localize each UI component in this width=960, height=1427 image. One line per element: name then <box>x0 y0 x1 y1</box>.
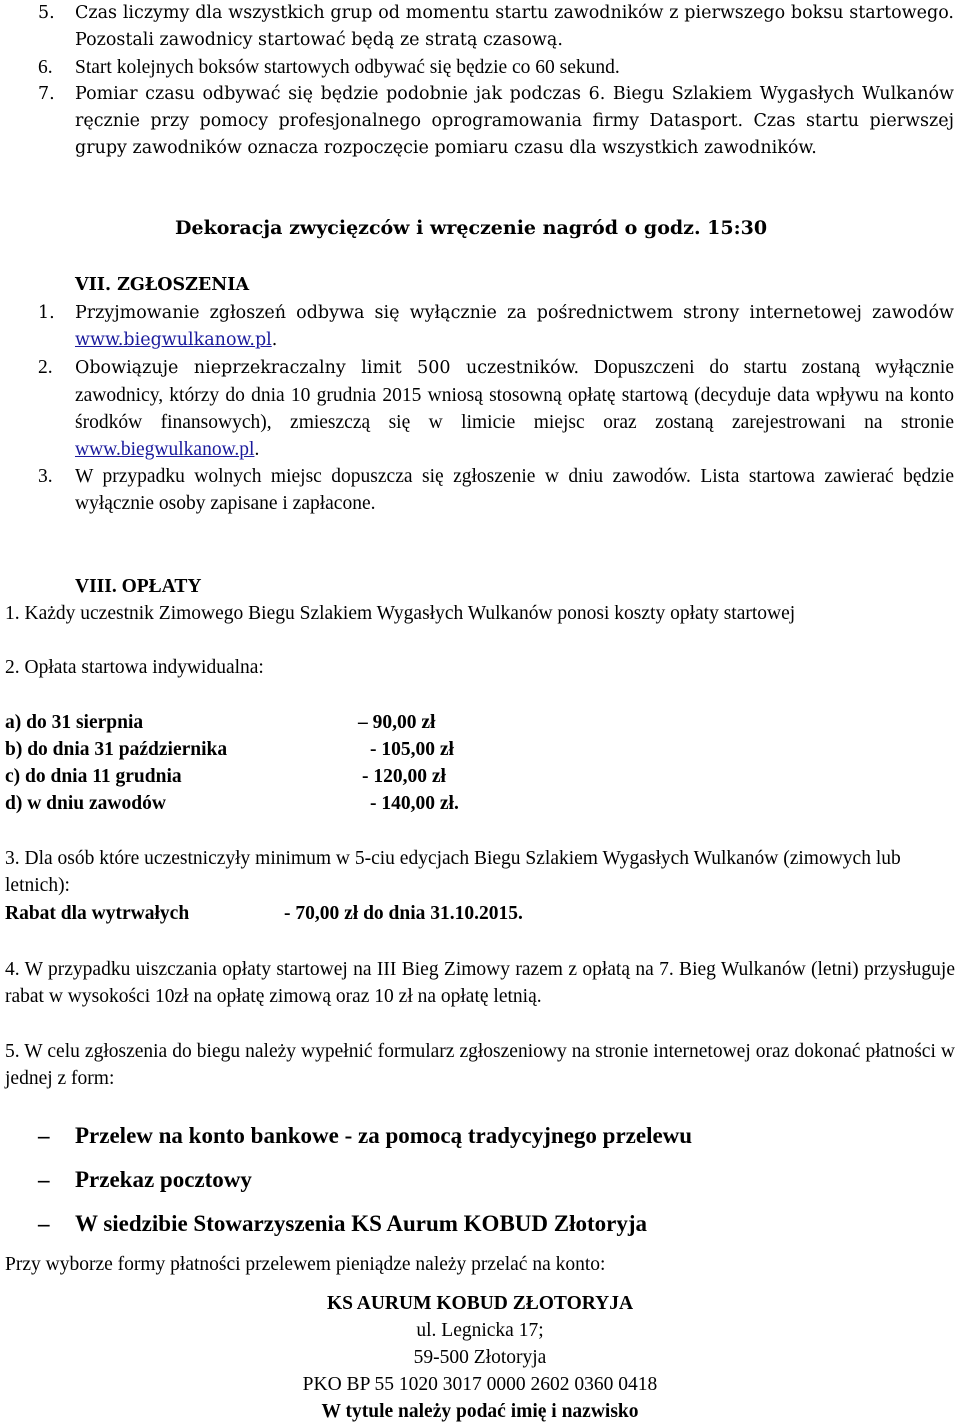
section-zgloszenia <box>0 300 960 517</box>
transfer-intro: Przy wyborze formy płatności przelewem pieniądze należy przelać na konto: <box>5 1254 606 1275</box>
fee-row <box>0 736 960 763</box>
rabat-label: Rabat dla wytrwałych <box>5 903 190 924</box>
account-city: 59-500 Złotoryja <box>413 1347 547 1368</box>
transfer-title-note: W tytule należy podać imię i nazwisko <box>321 1401 639 1422</box>
list-text: Start kolejnych boksów startowych odbywać się będzie co 60 sekund. <box>75 57 620 78</box>
oplaty-point-3: 3. Dla osób które uczestniczyły minimum w 5-ciu edycjach Biegu Szlakiem Wygasłych Wulkanów (zimowych lub letnich): <box>5 848 901 896</box>
payment-form-text: Przelew na konto bankowe - za pomocą tradycyjnego przelewu <box>75 1123 693 1148</box>
list-text: Czas liczymy dla wszystkich grup od momentu startu zawodników z pierwszego boksu startowego. Pozostali zawodnicy startować będą ze stratą czasową. <box>75 3 954 50</box>
list-text: Przyjmowanie zgłoszeń odbywa się wyłącznie za pośrednictwem strony internetowej zawodów <box>75 303 954 323</box>
list-text: W przypadku wolnych miejsc dopuszcza się zgłoszenie w dniu zawodów. Lista startowa zawierać będzie wyłącznie osoby zapisane i zapłacone. <box>75 466 954 514</box>
rabat-value: - 70,00 zł do dnia 31.10.2015. <box>284 903 523 924</box>
website-link[interactable]: www.biegwulkanow.pl <box>75 330 272 350</box>
list-item-5 <box>0 0 960 54</box>
fee-label: d) w dniu zawodów <box>5 793 166 814</box>
top-list <box>0 0 960 162</box>
list-text-end: . <box>254 439 260 460</box>
section-heading-zgloszenia: VII. ZGŁOSZENIA <box>75 275 250 295</box>
list-text-end: . <box>271 330 278 350</box>
fee-label: b) do dnia 31 października <box>5 739 228 760</box>
fee-table <box>0 709 960 817</box>
list-number: 7. <box>38 84 55 104</box>
oplaty-point-4: 4. W przypadku uiszczania opłaty startowej na III Bieg Zimowy razem z opłatą na 7. Bieg Wulkanów (letni) przysługuje rabat w wysokości 10zł na opłatę zimową oraz 10 zł na opłatę letnią. <box>5 959 955 1007</box>
fee-amount: - 140,00 zł. <box>370 793 459 814</box>
bullet-dash: – <box>38 1123 50 1148</box>
bullet-dash: – <box>38 1167 50 1192</box>
list-number: 6. <box>38 57 53 78</box>
fee-row <box>0 709 960 736</box>
bullet-dash: – <box>38 1211 50 1236</box>
list-text-limit: Obowiązuje nieprzekraczalny limit 500 uczestników. <box>75 358 580 378</box>
payment-forms-list <box>0 1114 960 1246</box>
oplaty-point-5: 5. W celu zgłoszenia do biegu należy wypełnić formularz zgłoszeniowy na stronie internetowej oraz dokonać płatności w jednej z form: <box>5 1041 955 1089</box>
fee-amount: - 105,00 zł <box>370 739 454 760</box>
payment-form-item <box>0 1158 960 1202</box>
list-number: 2. <box>38 357 53 378</box>
fee-amount: - 120,00 zł <box>362 766 446 787</box>
payment-form-text: Przekaz pocztowy <box>75 1167 252 1192</box>
fee-row <box>0 790 960 817</box>
list-item-7 <box>0 81 960 162</box>
list-item-6 <box>0 54 960 81</box>
zgloszenia-item-3 <box>0 463 960 517</box>
payment-form-text: W siedzibie Stowarzyszenia KS Aurum KOBUD Złotoryja <box>75 1211 648 1236</box>
account-holder-name: KS AURUM KOBUD ZŁOTORYJA <box>326 1293 634 1314</box>
fee-label: c) do dnia 11 grudnia <box>5 766 182 787</box>
website-link[interactable]: www.biegwulkanow.pl <box>75 439 255 460</box>
decoration-line: Dekoracja zwycięzców i wręczenie nagród o godz. 15:30 <box>175 217 768 239</box>
payment-form-item <box>0 1202 960 1246</box>
payment-form-item <box>0 1114 960 1158</box>
list-number: 1. <box>38 303 55 323</box>
fee-amount: – 90,00 zł <box>358 712 436 733</box>
list-text: Dopuszczeni do startu zostaną wyłącznie zawodnicy, którzy do dnia 10 grudnia 2015 wniosą stosowną opłatę startową (decyduje data wpływu na konto środków finansowych), zmieszczą się w limicie miejsc oraz zostaną zarejestrowani na stronie <box>75 357 954 433</box>
list-text: Pomiar czasu odbywać się będzie podobnie jak podczas 6. Biegu Szlakiem Wygasłych Wulkanów ręcznie przy pomocy profesjonalnego oprogramowania firmy Datasport. Czas startu pierwszej grupy zawodników oznacza rozpoczęcie pomiaru czasu dla wszystkich zawodników. <box>75 84 954 158</box>
account-number: PKO BP 55 1020 3017 0000 2602 0360 0418 <box>302 1374 658 1395</box>
fee-row <box>0 763 960 790</box>
bank-account-block <box>0 1290 960 1425</box>
account-street: ul. Legnicka 17; <box>416 1320 544 1341</box>
oplaty-point-2: 2. Opłata startowa indywidualna: <box>5 657 264 678</box>
section-heading-oplaty: VIII. OPŁATY <box>75 576 202 597</box>
fee-label: a) do 31 sierpnia <box>5 712 144 733</box>
list-number: 3. <box>38 466 53 487</box>
list-number: 5. <box>38 3 55 23</box>
zgloszenia-item-1 <box>0 300 960 354</box>
oplaty-point-1: 1. Każdy uczestnik Zimowego Biegu Szlakiem Wygasłych Wulkanów ponosi koszty opłaty startowej <box>5 603 796 624</box>
zgloszenia-item-2 <box>0 354 960 463</box>
